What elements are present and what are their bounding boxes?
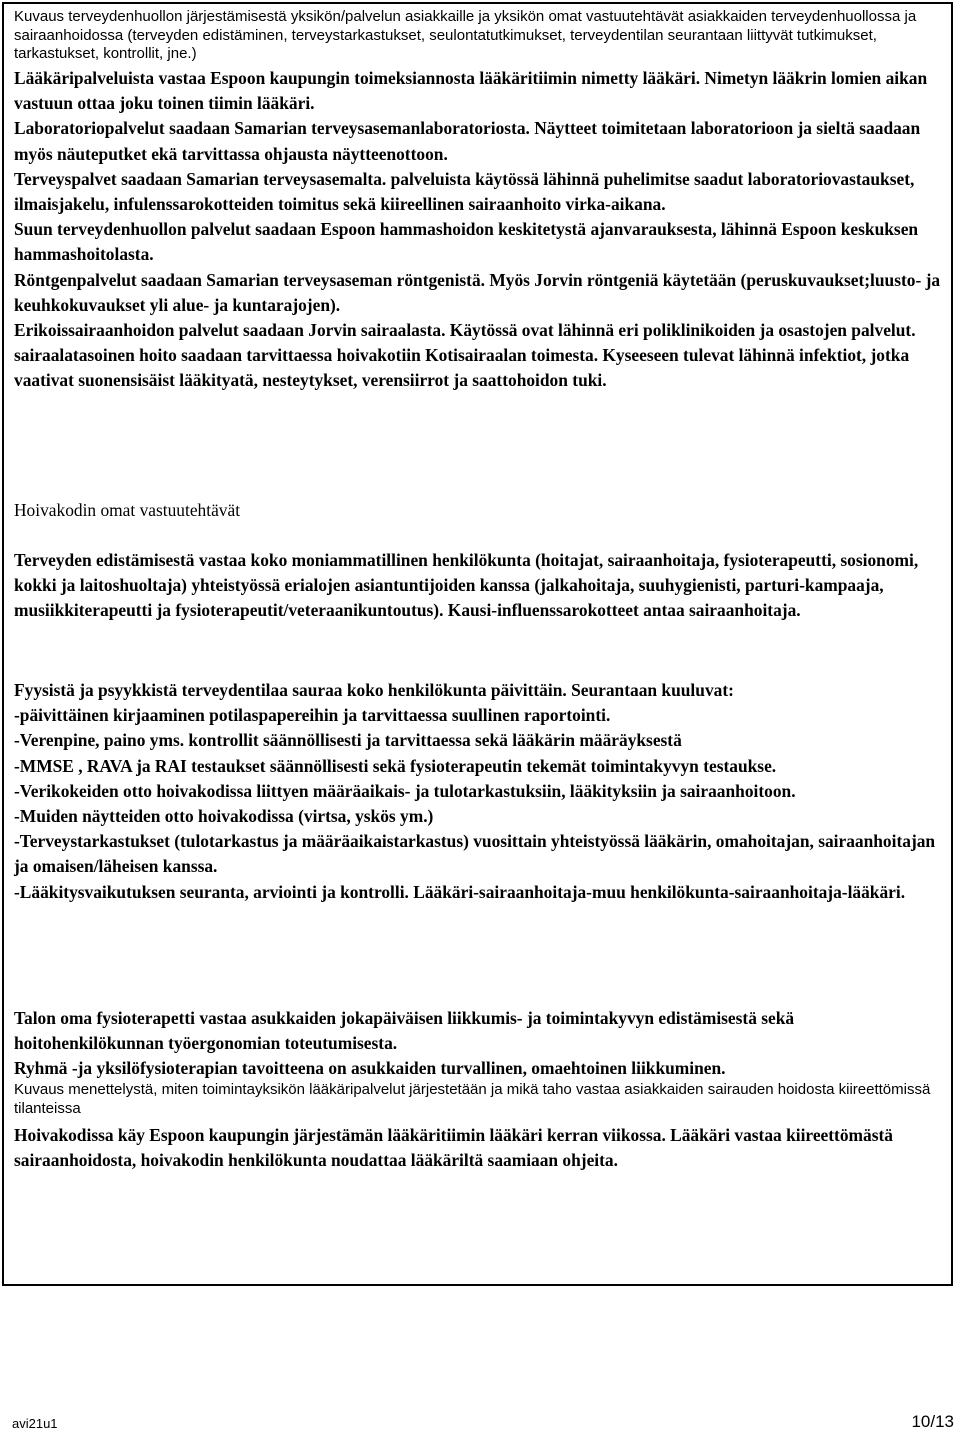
section3-caption-text: Kuvaus menettelystä, miten toimintayksikön lääkäripalvelut järjestetään ja mikä taho vastaa asiakkaiden sairauden hoidosta kiireettömissä tilanteissa bbox=[14, 1081, 931, 1117]
paragraph-specialist-care: Erikoissairaanhoidon palvelut saadaan Jorvin sairaalasta. Käytössä ovat lähinnä eri poliklinikoiden ja osastojen palvelut. bbox=[14, 320, 916, 341]
section1-caption bbox=[14, 8, 946, 64]
section3-body bbox=[14, 1123, 946, 1173]
section2-heading bbox=[14, 498, 946, 523]
section1-body bbox=[14, 66, 946, 394]
page-number: 10/13 bbox=[911, 1412, 954, 1431]
section3-caption bbox=[14, 1081, 946, 1118]
section2-para1 bbox=[14, 548, 946, 624]
list-line: -MMSE , RAVA ja RAI testaukset säännöllisesti sekä fysioterapeutin tekemät toimintakyvyn testaukse. bbox=[14, 755, 777, 776]
section2-para4-text: Ryhmä -ja yksilöfysioterapian tavoitteena on asukkaiden turvallinen, omaehtoinen liikkuminen. bbox=[14, 1058, 726, 1079]
paragraph-dental-services: Suun terveydenhuollon palvelut saadaan Espoon hammashoidon keskitetystä ajanvarauksesta, lähinnä Espoon keskuksen hammashoitolasta. bbox=[14, 219, 919, 265]
section3-paragraph-text: Hoivakodissa käy Espoon kaupungin järjestämän lääkäritiimin lääkäri kerran viikossa. Lääkäri vastaa kiireettömästä sairaanhoidosta, hoivakodin henkilökunta noudattaa lääkäriltä saamiaan ohjeita. bbox=[14, 1125, 893, 1171]
list-line: -Verikokeiden otto hoivakodissa liittyen määräaikais- ja tulotarkastuksiin, lääkityksiin ja sairaanhoitoon. bbox=[14, 780, 796, 801]
section2-para3-text: Talon oma fysioterapetti vastaa asukkaiden jokapäiväisen liikkumis- ja toimintakyvyn edistämisestä sekä hoitohenkilökunnan työergonomian toteutumisesta. bbox=[14, 1008, 795, 1054]
paragraph-laboratory-services: Laboratoriopalvelut saadaan Samarian terveysasemanlaboratoriosta. Näytteet toimitetaan laboratorioon ja sieltä saadaan myös näuteputket ekä tarvittassa ohjausta näytteenottoon. bbox=[14, 118, 921, 164]
list-line: Fyysistä ja psyykkistä terveydentilaa sauraa koko henkilökunta päivittäin. Seurantaan kuuluvat: bbox=[14, 680, 734, 700]
paragraph-xray-services: Röntgenpalvelut saadaan Samarian terveysaseman röntgenistä. Myös Jorvin röntgeniä käytetään (peruskuvaukset;luusto- ja keuhkokuvaukset yli alue- ja kuntarajojen). bbox=[14, 269, 941, 315]
section1-caption-text: Kuvaus terveydenhuollon järjestämisestä yksikön/palvelun asiakkaille ja yksikön omat vastuutehtävät asiakkaiden terveydenhuollossa ja sairaanhoidossa (terveyden edistäminen, terveystarkastukset, seulontatutkimukset, terveydentilan seurantaan liittyvät tutkimukset, tarkastukset, kontrollit, jne.) bbox=[14, 8, 917, 63]
section2-para1-text: Terveyden edistämisestä vastaa koko moniammatillinen henkilökunta (hoitajat, sairaanhoitaja, fysioterapeutti, sosionomi, kokki ja laitoshuoltaja) yhteistyössä erialojen asiantuntijoiden kanssa (jalkahoitaja, suuhygienisti, parturi-kampaaja, musiikkiterapeutti ja fysioterapeutit/veteraanikuntoutus). Kausi-influenssarokotteet antaa sairaanhoitaja. bbox=[14, 550, 919, 621]
list-line: -Terveystarkastukset (tulotarkastus ja määräaikaistarkastus) vuosittain yhteistyössä lääkärin, omahoitajan, sairaanhoitajan ja omaisen/läheisen kanssa. bbox=[14, 831, 936, 877]
list-line: -päivittäinen kirjaaminen potilaspapereihin ja tarvittaessa suullinen raportointi. bbox=[14, 705, 611, 726]
paragraph-doctor-services: Lääkäripalveluista vastaa Espoon kaupungin toimeksiannosta lääkäritiimin nimetty lääkäri. Nimetyn lääkrin lomien aikan vastuun ottaa joku toinen tiimin lääkäri. bbox=[14, 68, 928, 114]
paragraph-hospital-level-care: sairaalatasoinen hoito saadaan tarvittaessa hoivakotiin Kotisairaalan toimesta. Kyseeseen tulevat lähinnä infektiot, jotka vaativat suonensisäist lääkityatä, nesteytykset, verensiirrot ja saattohoidon tuki. bbox=[14, 345, 910, 391]
list-line: -Lääkitysvaikutuksen seuranta, arviointi ja kontrolli. Lääkäri-sairaanhoitaja-muu henkilökunta-sairaanhoitaja-lääkäri. bbox=[14, 881, 906, 902]
section2-monitoring-list bbox=[14, 678, 946, 905]
section2-physio bbox=[14, 1006, 946, 1082]
paragraph-health-services: Terveyspalvet saadaan Samarian terveysasemalta. palveluista käytössä lähinnä puhelimitse saadut laboratoriovastaukset, ilmaisjakelu, infulenssarokotteiden toimitus sekä kiireellinen sairaanhoito virka-aikana. bbox=[14, 168, 915, 215]
content-frame bbox=[2, 2, 953, 1286]
list-line: -Verenpine, paino yms. kontrollit säännöllisesti ja tarvittaessa sekä lääkärin määräyksestä bbox=[14, 730, 682, 751]
document-code: avi21u1 bbox=[12, 1416, 58, 1431]
list-line: -Muiden näytteiden otto hoivakodissa (virtsa, yskös ym.) bbox=[14, 806, 434, 827]
section2-heading-text: Hoivakodin omat vastuutehtävät bbox=[14, 500, 241, 520]
